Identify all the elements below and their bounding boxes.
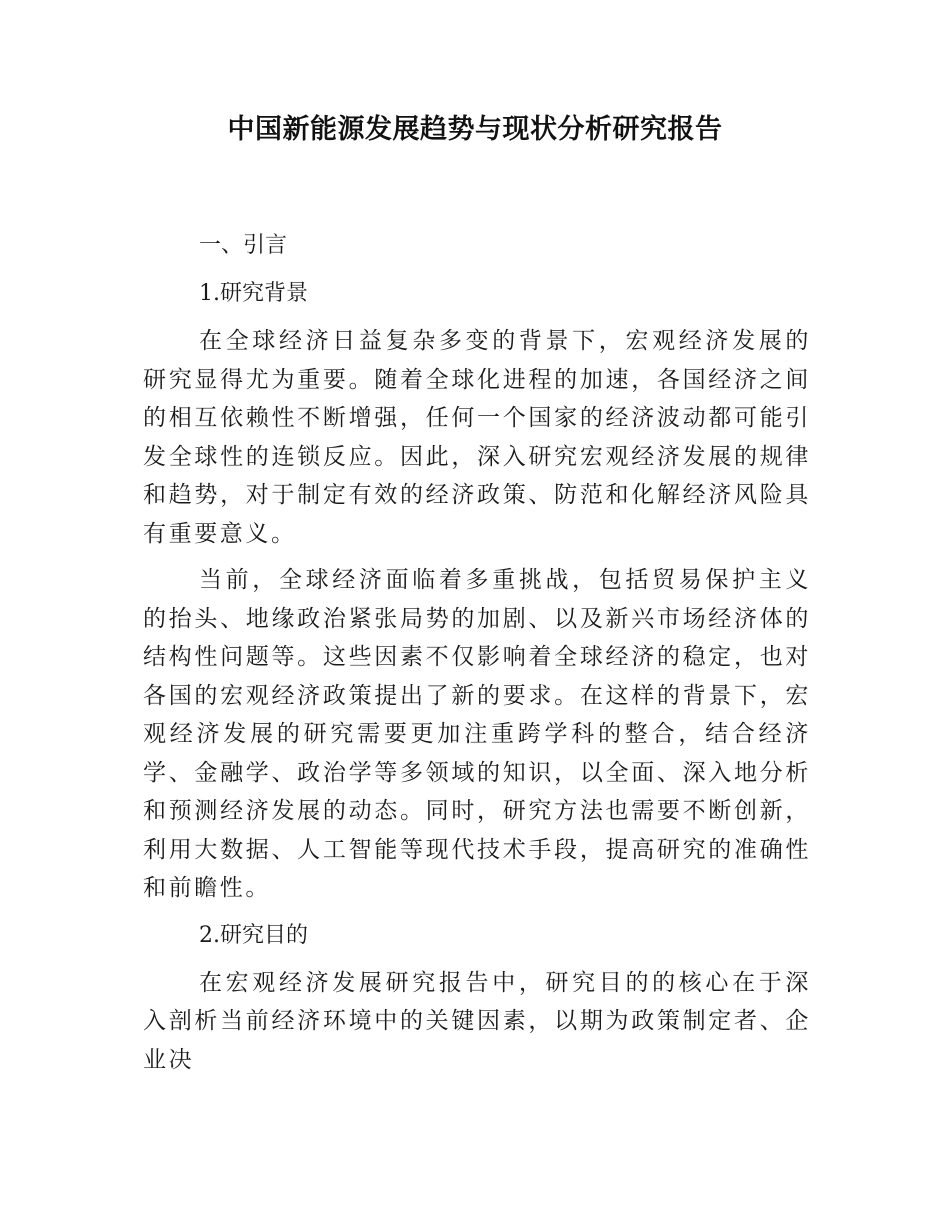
section-heading-introduction: 一、引言 (199, 233, 288, 258)
paragraph-purpose-1: 在宏观经济发展研究报告中，研究目的的核心在于深入剖析当前经济环境中的关键因素，以期为政策制定者、企业决 (143, 969, 811, 1073)
subsection-heading-purpose: 2.研究目的 (199, 922, 308, 948)
subsection-heading-background: 1.研究背景 (199, 281, 308, 306)
document-body (143, 226, 811, 1087)
paragraph-background-2: 当前，全球经济面临着多重挑战，包括贸易保护主义的抬头、地缘政治紧张局势的加剧、以及新兴市场经济体的结构性问题等。这些因素不仅影响着全球经济的稳定，也对各国的宏观经济政策提出了新的要求。在这样的背景下，宏观经济发展的研究需要更加注重跨学科的整合，结合经济学、金融学、政治学等多领域的知识，以全面、深入地分析和预测经济发展的动态。同时，研究方法也需要不断创新，利用大数据、人工智能等现代技术手段，提高研究的准确性和前瞻性。 (143, 567, 811, 901)
document-title: 中国新能源发展趋势与现状分析研究报告 (227, 114, 723, 145)
paragraph-background-1: 在全球经济日益复杂多变的背景下，宏观经济发展的研究显得尤为重要。随着全球化进程的加速，各国经济之间的相互依赖性不断增强，任何一个国家的经济波动都可能引发全球性的连锁反应。因此，深入研究宏观经济发展的规律和趋势，对于制定有效的经济政策、防范和化解经济风险具有重要意义。 (143, 328, 811, 547)
